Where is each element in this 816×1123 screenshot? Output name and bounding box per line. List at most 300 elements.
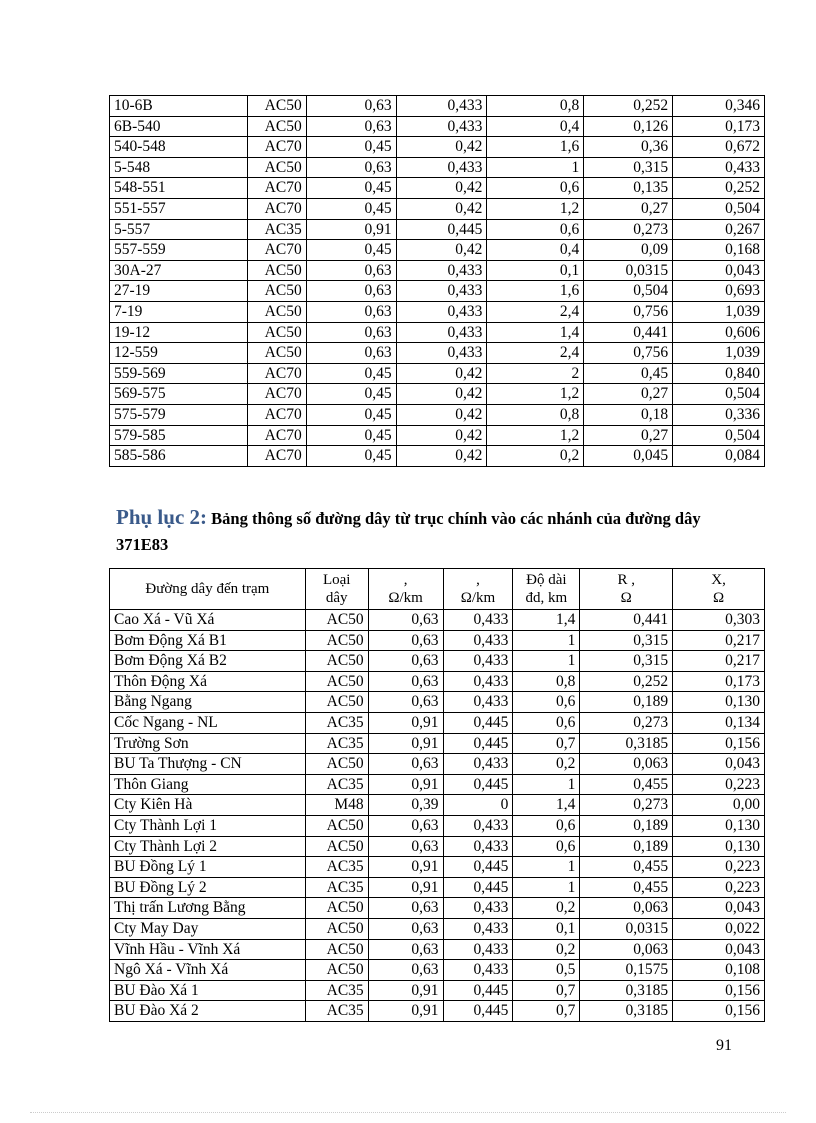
footer-divider xyxy=(30,1112,786,1113)
table-row xyxy=(110,712,765,733)
table-cell: Thôn Giang xyxy=(110,774,306,795)
table-cell: 0,63 xyxy=(368,754,443,775)
table-cell: AC70 xyxy=(247,137,306,158)
table-cell: 0,45 xyxy=(306,198,396,219)
table-cell: 0,63 xyxy=(368,651,443,672)
table-cell: AC50 xyxy=(247,322,306,343)
table-cell: 0,445 xyxy=(443,1001,513,1022)
table-cell: 0,63 xyxy=(306,343,396,364)
table-cell: 0,09 xyxy=(584,240,673,261)
table-cell: 575-579 xyxy=(110,404,248,425)
table-cell: AC50 xyxy=(305,898,368,919)
table-cell: 0,45 xyxy=(306,137,396,158)
column-header-line: Ω/km xyxy=(460,590,496,606)
table-row xyxy=(110,260,765,281)
table-cell: 0,504 xyxy=(673,384,765,405)
table-cell: AC50 xyxy=(247,116,306,137)
table-row xyxy=(110,322,765,343)
table-cell: 0,303 xyxy=(673,610,765,631)
column-header-line: , xyxy=(476,572,480,588)
table-cell: 0,45 xyxy=(584,363,673,384)
table-cell: 0,6 xyxy=(513,712,580,733)
table-cell: 12-559 xyxy=(110,343,248,364)
table-row xyxy=(110,754,765,775)
table-cell: 0,063 xyxy=(580,898,673,919)
table-cell: AC50 xyxy=(305,960,368,981)
table-cell: 0,445 xyxy=(396,219,487,240)
table-cell: 0,8 xyxy=(487,404,584,425)
table2-header xyxy=(110,569,765,610)
table-cell: 0,27 xyxy=(584,198,673,219)
table-cell: 0,433 xyxy=(396,301,487,322)
table-cell: 0,91 xyxy=(368,877,443,898)
table-cell: 0,42 xyxy=(396,363,487,384)
table-row xyxy=(110,774,765,795)
table-cell: 5-557 xyxy=(110,219,248,240)
table-cell: 0,91 xyxy=(368,980,443,1001)
table-row xyxy=(110,446,765,467)
table-row xyxy=(110,281,765,302)
table-cell: 1 xyxy=(513,630,580,651)
table-row xyxy=(110,301,765,322)
table-cell: 0,6 xyxy=(487,178,584,199)
column-header-line: R , xyxy=(617,572,635,588)
table-cell: 0,346 xyxy=(673,96,765,117)
table-cell: 551-557 xyxy=(110,198,248,219)
table-cell: 0,36 xyxy=(584,137,673,158)
table-cell: BU Đào Xá 1 xyxy=(110,980,306,1001)
table-cell: 0,173 xyxy=(673,116,765,137)
table-row xyxy=(110,918,765,939)
table-cell: 0,1575 xyxy=(580,960,673,981)
table-cell: 0,63 xyxy=(368,671,443,692)
table-cell: 0,7 xyxy=(513,980,580,1001)
table-cell: 0,455 xyxy=(580,857,673,878)
table-cell: 0,8 xyxy=(513,671,580,692)
table-cell: 19-12 xyxy=(110,322,248,343)
table-cell: 0,315 xyxy=(584,157,673,178)
table-cell: AC50 xyxy=(305,651,368,672)
table-row xyxy=(110,137,765,158)
table-cell: 0,840 xyxy=(673,363,765,384)
table-cell: 1,6 xyxy=(487,137,584,158)
table-cell: 0,433 xyxy=(396,116,487,137)
table-cell: AC35 xyxy=(305,1001,368,1022)
table-cell: 0,63 xyxy=(368,918,443,939)
table-cell: 557-559 xyxy=(110,240,248,261)
table-cell: AC35 xyxy=(305,774,368,795)
table-cell: AC70 xyxy=(247,384,306,405)
table-cell: 1 xyxy=(513,857,580,878)
table-cell: AC50 xyxy=(247,96,306,117)
table-cell: 0,91 xyxy=(306,219,396,240)
table-cell: 0,445 xyxy=(443,857,513,878)
table-row xyxy=(110,610,765,631)
table-cell: 0,455 xyxy=(580,877,673,898)
table-cell: 0,63 xyxy=(368,939,443,960)
table-row xyxy=(110,939,765,960)
table-cell: 0,42 xyxy=(396,198,487,219)
table-cell: 0,63 xyxy=(368,610,443,631)
table-cell: 0,156 xyxy=(673,980,765,1001)
table-cell: AC70 xyxy=(247,425,306,446)
table-row xyxy=(110,96,765,117)
table-cell: 0,63 xyxy=(306,281,396,302)
table-cell: 0,441 xyxy=(580,610,673,631)
table-cell: 0,63 xyxy=(368,836,443,857)
table-cell: 0,315 xyxy=(580,630,673,651)
appendix-title: Bảng thông số đường dây từ trục chính vào các nhánh của đường dây 371E83 xyxy=(116,509,701,554)
table-cell: 0,168 xyxy=(673,240,765,261)
table-cell: AC50 xyxy=(305,692,368,713)
table-cell: 0,42 xyxy=(396,404,487,425)
table-cell: 0,63 xyxy=(368,692,443,713)
table-cell: 0,445 xyxy=(443,877,513,898)
column-header-line: Ω xyxy=(620,590,632,606)
table-cell: 0,063 xyxy=(580,939,673,960)
table-cell: 0,022 xyxy=(673,918,765,939)
table-row xyxy=(110,157,765,178)
column-header xyxy=(513,569,580,610)
table-cell: 1 xyxy=(487,157,584,178)
table-cell: 1 xyxy=(513,651,580,672)
table-cell: 0,2 xyxy=(513,898,580,919)
table-cell: 0,756 xyxy=(584,301,673,322)
table-cell: 0,267 xyxy=(673,219,765,240)
table-cell: 0,217 xyxy=(673,651,765,672)
table-cell: 0,252 xyxy=(673,178,765,199)
table-cell: 0,223 xyxy=(673,877,765,898)
table-cell: 0,45 xyxy=(306,425,396,446)
table-cell: 0,5 xyxy=(513,960,580,981)
table-cell: 0,223 xyxy=(673,774,765,795)
table-cell: 559-569 xyxy=(110,363,248,384)
table-cell: 0,273 xyxy=(584,219,673,240)
table-cell: M48 xyxy=(305,795,368,816)
table-cell: 0,7 xyxy=(513,733,580,754)
table-cell: 0,189 xyxy=(580,836,673,857)
column-header-line: dây xyxy=(325,590,348,606)
table-cell: AC50 xyxy=(305,918,368,939)
column-header-line: X, xyxy=(711,572,726,588)
table-cell: 30A-27 xyxy=(110,260,248,281)
table-cell: 0,217 xyxy=(673,630,765,651)
table-cell: 0,45 xyxy=(306,446,396,467)
table-cell: 7-19 xyxy=(110,301,248,322)
column-header-line: đd, km xyxy=(525,590,568,606)
table-cell: 0,693 xyxy=(673,281,765,302)
table-cell: 0,63 xyxy=(368,960,443,981)
table-row xyxy=(110,836,765,857)
table-row xyxy=(110,384,765,405)
table-cell: 0,0315 xyxy=(584,260,673,281)
table-cell: AC50 xyxy=(305,815,368,836)
table-cell: 0,606 xyxy=(673,322,765,343)
table-cell: 0,0315 xyxy=(580,918,673,939)
table-cell: 0,45 xyxy=(306,178,396,199)
table-cell: 2,4 xyxy=(487,343,584,364)
table-cell: 0,4 xyxy=(487,116,584,137)
appendix-label: Phụ lục 2: xyxy=(116,505,208,529)
table-cell: AC70 xyxy=(247,446,306,467)
table-row xyxy=(110,116,765,137)
table-cell: 0,63 xyxy=(306,260,396,281)
table-cell: 0,00 xyxy=(673,795,765,816)
table-cell: 1,2 xyxy=(487,425,584,446)
table-cell: 0,433 xyxy=(443,939,513,960)
table-cell: Cty May Day xyxy=(110,918,306,939)
table-cell: Cốc Ngang - NL xyxy=(110,712,306,733)
table-cell: 0,63 xyxy=(306,96,396,117)
table-cell: 0,2 xyxy=(513,754,580,775)
table-cell: 1,039 xyxy=(673,343,765,364)
column-header xyxy=(305,569,368,610)
table-cell: 0,273 xyxy=(580,795,673,816)
table2-body xyxy=(110,610,765,1022)
table-header-row xyxy=(110,569,765,610)
table-cell: 0,504 xyxy=(673,425,765,446)
table-cell: AC50 xyxy=(305,630,368,651)
table-row xyxy=(110,198,765,219)
table-row xyxy=(110,877,765,898)
table-cell: 5-548 xyxy=(110,157,248,178)
table-cell: 0,27 xyxy=(584,425,673,446)
table-cell: 0,445 xyxy=(443,980,513,1001)
appendix-2-heading xyxy=(116,504,756,558)
table-cell: 2 xyxy=(487,363,584,384)
table-cell: 0,108 xyxy=(673,960,765,981)
table-cell: AC50 xyxy=(305,610,368,631)
column-header xyxy=(110,569,306,610)
table-row xyxy=(110,178,765,199)
table-cell: 0,42 xyxy=(396,446,487,467)
table-cell: AC50 xyxy=(247,260,306,281)
table-cell: 0,045 xyxy=(584,446,673,467)
table-cell: 0,63 xyxy=(368,630,443,651)
table-cell: AC70 xyxy=(247,198,306,219)
table-cell: 0,91 xyxy=(368,857,443,878)
table-cell: BU Đồng Lý 1 xyxy=(110,857,306,878)
table-cell: AC70 xyxy=(247,404,306,425)
table-cell: AC35 xyxy=(305,857,368,878)
table-cell: 0,336 xyxy=(673,404,765,425)
table-cell: Trường Sơn xyxy=(110,733,306,754)
table-cell: Vĩnh Hầu - Vĩnh Xá xyxy=(110,939,306,960)
table-cell: 0,91 xyxy=(368,733,443,754)
table-cell: 0,156 xyxy=(673,733,765,754)
table-cell: AC70 xyxy=(247,363,306,384)
table-cell: 0,42 xyxy=(396,137,487,158)
table-row xyxy=(110,671,765,692)
table-row xyxy=(110,857,765,878)
table-cell: 1,6 xyxy=(487,281,584,302)
table-cell: 0,672 xyxy=(673,137,765,158)
table1-body xyxy=(110,96,765,467)
table-cell: 0,6 xyxy=(487,219,584,240)
table-cell: 0,252 xyxy=(584,96,673,117)
table-cell: 0,223 xyxy=(673,857,765,878)
table-cell: 0,63 xyxy=(306,322,396,343)
table-cell: 0,39 xyxy=(368,795,443,816)
table-cell: 0,433 xyxy=(396,343,487,364)
table-cell: 0,063 xyxy=(580,754,673,775)
table-cell: Cao Xá - Vũ Xá xyxy=(110,610,306,631)
table-cell: 0,189 xyxy=(580,815,673,836)
table-cell: 0,433 xyxy=(443,836,513,857)
table-cell: 585-586 xyxy=(110,446,248,467)
table-cell: BU Đào Xá 2 xyxy=(110,1001,306,1022)
table-cell: BU Ta Thượng - CN xyxy=(110,754,306,775)
table-cell: AC35 xyxy=(247,219,306,240)
table-cell: 1 xyxy=(513,877,580,898)
table-cell: 1,4 xyxy=(487,322,584,343)
table-cell: AC50 xyxy=(247,157,306,178)
table-cell: Thôn Động Xá xyxy=(110,671,306,692)
table-cell: 0,156 xyxy=(673,1001,765,1022)
table-cell: 0,130 xyxy=(673,815,765,836)
table-cell: 2,4 xyxy=(487,301,584,322)
table-cell: 0,1 xyxy=(513,918,580,939)
table-cell: 0,433 xyxy=(443,754,513,775)
table-cell: 569-575 xyxy=(110,384,248,405)
table-cell: 0,3185 xyxy=(580,1001,673,1022)
table-cell: 0,45 xyxy=(306,404,396,425)
column-header xyxy=(443,569,513,610)
table-cell: Cty Thành Lợi 2 xyxy=(110,836,306,857)
table-cell: 0 xyxy=(443,795,513,816)
table-cell: 0,445 xyxy=(443,774,513,795)
table-cell: 0,252 xyxy=(580,671,673,692)
table-cell: 0,42 xyxy=(396,384,487,405)
table-cell: 0,6 xyxy=(513,692,580,713)
table-cell: 0,504 xyxy=(584,281,673,302)
table-cell: AC50 xyxy=(247,281,306,302)
table-cell: 0,433 xyxy=(396,322,487,343)
table-cell: 0,8 xyxy=(487,96,584,117)
table-cell: 6B-540 xyxy=(110,116,248,137)
table-cell: AC50 xyxy=(305,754,368,775)
table-cell: 0,433 xyxy=(396,260,487,281)
table-cell: Bơm Động Xá B1 xyxy=(110,630,306,651)
table-cell: 0,445 xyxy=(443,733,513,754)
table-cell: 0,084 xyxy=(673,446,765,467)
table-cell: 0,433 xyxy=(443,610,513,631)
column-header xyxy=(368,569,443,610)
table-cell: 0,433 xyxy=(443,918,513,939)
table-cell: 1 xyxy=(513,774,580,795)
table-cell: 0,63 xyxy=(306,157,396,178)
table-cell: 0,130 xyxy=(673,836,765,857)
table-cell: 0,45 xyxy=(306,363,396,384)
column-header-line: Độ dài xyxy=(526,572,567,588)
table-cell: 0,433 xyxy=(443,960,513,981)
table-cell: 0,455 xyxy=(580,774,673,795)
table-row xyxy=(110,651,765,672)
table-cell: 0,315 xyxy=(580,651,673,672)
table-cell: 0,756 xyxy=(584,343,673,364)
table-cell: 0,63 xyxy=(306,116,396,137)
table-cell: AC35 xyxy=(305,712,368,733)
table-cell: 0,91 xyxy=(368,774,443,795)
table-cell: AC35 xyxy=(305,980,368,1001)
table-cell: 0,4 xyxy=(487,240,584,261)
table-cell: Ngô Xá - Vĩnh Xá xyxy=(110,960,306,981)
table-cell: 1,039 xyxy=(673,301,765,322)
table-cell: 0,433 xyxy=(443,671,513,692)
table-cell: BU Đồng Lý 2 xyxy=(110,877,306,898)
table-cell: 0,135 xyxy=(584,178,673,199)
table-cell: 0,433 xyxy=(443,692,513,713)
table-cell: 0,2 xyxy=(487,446,584,467)
table-cell: 0,6 xyxy=(513,815,580,836)
table-cell: 0,42 xyxy=(396,178,487,199)
table-row xyxy=(110,404,765,425)
table-cell: 0,6 xyxy=(513,836,580,857)
table-row xyxy=(110,363,765,384)
table-cell: AC70 xyxy=(247,178,306,199)
table-cell: Cty Kiên Hà xyxy=(110,795,306,816)
table-cell: 0,1 xyxy=(487,260,584,281)
table-cell: Cty Thành Lợi 1 xyxy=(110,815,306,836)
column-header-line: Đường dây đến trạm xyxy=(145,581,270,597)
table-cell: 0,18 xyxy=(584,404,673,425)
table-cell: 0,3185 xyxy=(580,980,673,1001)
table-cell: 27-19 xyxy=(110,281,248,302)
table-cell: 0,63 xyxy=(368,898,443,919)
table-row xyxy=(110,795,765,816)
table-cell: 0,433 xyxy=(443,815,513,836)
table-cell: Thị trấn Lương Bằng xyxy=(110,898,306,919)
table-cell: 0,91 xyxy=(368,712,443,733)
table-cell: 0,42 xyxy=(396,425,487,446)
table-cell: 0,433 xyxy=(396,157,487,178)
table-cell: AC35 xyxy=(305,733,368,754)
table-cell: AC50 xyxy=(305,671,368,692)
table-cell: 0,043 xyxy=(673,260,765,281)
table-cell: 0,27 xyxy=(584,384,673,405)
table-cell: 0,45 xyxy=(306,384,396,405)
table-cell: 0,043 xyxy=(673,898,765,919)
table-cell: 0,433 xyxy=(443,651,513,672)
table-cell: 579-585 xyxy=(110,425,248,446)
table-cell: 0,445 xyxy=(443,712,513,733)
table-cell: 0,043 xyxy=(673,754,765,775)
table-row xyxy=(110,692,765,713)
column-header-line: Ω/km xyxy=(388,590,423,606)
table-cell: 0,45 xyxy=(306,240,396,261)
table-row xyxy=(110,630,765,651)
table-cell: 0,134 xyxy=(673,712,765,733)
table-row xyxy=(110,733,765,754)
table-cell: 1,4 xyxy=(513,610,580,631)
table-cell: AC50 xyxy=(305,836,368,857)
table-cell: 0,63 xyxy=(368,815,443,836)
column-header-line: , xyxy=(403,572,408,588)
table-row xyxy=(110,425,765,446)
page-number: 91 xyxy=(716,1037,732,1054)
table-cell: 1,2 xyxy=(487,384,584,405)
table-cell: 548-551 xyxy=(110,178,248,199)
table-cell: 0,441 xyxy=(584,322,673,343)
table-cell: 0,63 xyxy=(306,301,396,322)
table-row xyxy=(110,343,765,364)
table-cell: 0,504 xyxy=(673,198,765,219)
column-header-line: Loại xyxy=(322,572,351,588)
table-cell: 0,433 xyxy=(396,281,487,302)
table-row xyxy=(110,219,765,240)
table-cell: AC35 xyxy=(305,877,368,898)
table-cell: Bằng Ngang xyxy=(110,692,306,713)
